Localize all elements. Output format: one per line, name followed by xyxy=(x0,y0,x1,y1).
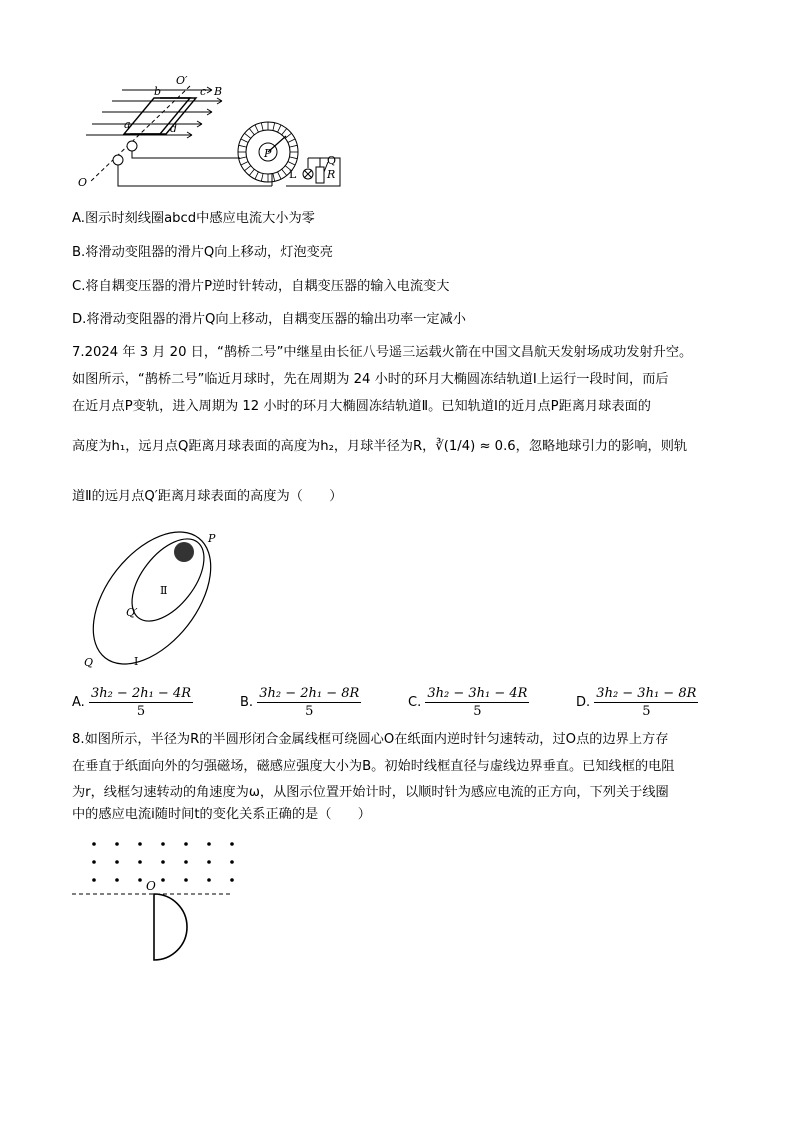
q6-option-c: C.将自耦变压器的滑片P逆时针转动，自耦变压器的输入电流变大 xyxy=(72,279,450,294)
semicircle-field-figure xyxy=(72,832,234,964)
coil-turn xyxy=(285,133,291,138)
label-L: L xyxy=(289,168,297,181)
field-dot xyxy=(138,860,142,864)
coil-turn xyxy=(261,173,263,181)
field-dot xyxy=(184,842,188,846)
q8-stem-line-3: 为r，线框匀速转动的角速度为ω，从图示位置开始计时，以顺时针为感应电流的正方向，下列关于线圈 xyxy=(72,785,669,800)
coil-turn xyxy=(249,169,254,175)
field-dot xyxy=(92,842,96,846)
field-dot xyxy=(207,878,211,882)
option-label: B. xyxy=(240,695,254,710)
q7-stem-line-5: 道Ⅱ的远月点Q′距离月球表面的高度为（ ） xyxy=(72,489,343,504)
q8-stem-line-2: 在垂直于纸面向外的匀强磁场，磁感应强度大小为B。初始时线框直径与虚线边界垂直。已知线框的电阻 xyxy=(72,759,675,774)
field-dot xyxy=(230,878,234,882)
coil-turn xyxy=(241,139,248,142)
q7-option-b xyxy=(240,685,361,720)
coil-abcd xyxy=(124,98,196,134)
coil-turn xyxy=(239,145,247,147)
denominator: 5 xyxy=(642,704,651,719)
field-dot xyxy=(207,842,211,846)
coil-turn xyxy=(282,169,287,175)
q7-stem-line-3: 在近月点P变轨，进入周期为 12 小时的环月大椭圆冻结轨道Ⅱ。已知轨道Ⅰ的近月点P距离月球表面的 xyxy=(72,399,651,414)
orbit-I xyxy=(80,528,230,673)
field-dot xyxy=(138,878,142,882)
field-dot xyxy=(92,860,96,864)
coil-turn xyxy=(278,172,281,179)
coil-turn xyxy=(289,157,297,159)
numerator: 3h₂ − 2h₁ − 4R xyxy=(90,686,192,701)
field-dot xyxy=(207,860,211,864)
field-dot xyxy=(161,878,165,882)
field-dots xyxy=(92,842,234,882)
numerator: 3h₂ − 3h₁ − 4R xyxy=(427,686,528,701)
field-dot xyxy=(92,878,96,882)
field-dot xyxy=(161,842,165,846)
coil-turn xyxy=(273,123,275,131)
coil-turn xyxy=(278,125,281,132)
generator-transformer-figure xyxy=(72,74,362,194)
numerator: 3h₂ − 3h₁ − 8R xyxy=(596,686,697,701)
q7-stem-line-2: 如图所示，“鹊桥二号”临近月球时，先在周期为 24 小时的环月大椭圆冻结轨道Ⅰ上运行一段时间，而后 xyxy=(72,372,669,387)
slip-ring-2 xyxy=(127,141,137,151)
label-b: b xyxy=(154,85,162,98)
field-dot xyxy=(184,860,188,864)
q7-stem-line-4: 高度为h₁，远月点Q距离月球表面的高度为h₂，月球半径为R，∛(1/4) ≈ 0.6，忽略地球引力的影响，则轨 xyxy=(72,439,688,454)
coil-turn xyxy=(245,133,251,138)
coil-turn xyxy=(249,129,254,135)
field-dot xyxy=(230,860,234,864)
coil-turn xyxy=(282,129,287,135)
q8-stem-line-4: 中的感应电流i随时间t的变化关系正确的是（ ） xyxy=(72,807,371,822)
label-orbit-I: Ⅰ xyxy=(134,655,139,668)
label-P: P xyxy=(264,147,272,160)
label-c: c xyxy=(200,85,207,98)
option-label: C. xyxy=(408,695,422,710)
label-B: B xyxy=(214,85,223,98)
q7-option-c xyxy=(408,685,529,720)
option-label: D. xyxy=(576,695,591,710)
label-P: P xyxy=(208,532,216,545)
q6-option-d: D.将滑动变阻器的滑片Q向上移动，自耦变压器的输出功率一定减小 xyxy=(72,312,466,327)
coil-turn xyxy=(241,162,248,165)
field-dot xyxy=(138,842,142,846)
slip-ring-1 xyxy=(113,155,123,165)
label-O: O xyxy=(78,176,88,189)
numerator: 3h₂ − 2h₁ − 8R xyxy=(259,686,360,701)
denominator: 5 xyxy=(305,704,314,719)
label-a: a xyxy=(124,118,131,131)
label-O: O xyxy=(146,879,156,893)
field-dot xyxy=(115,860,119,864)
label-d: d xyxy=(170,122,178,135)
coil-turn xyxy=(288,139,295,142)
q6-option-a: A.图示时刻线圈abcd中感应电流大小为零 xyxy=(72,211,315,226)
label-R: R xyxy=(327,168,336,181)
q7-stem-line-1: 7.2024 年 3 月 20 日，“鹊桥二号”中继星由长征八号遥三运载火箭在中国文昌航天发射场成功发射升空。 xyxy=(72,345,693,360)
coil-turn xyxy=(255,172,258,179)
q7-option-d xyxy=(576,685,698,720)
coil-turn xyxy=(289,145,297,147)
q7-option-a xyxy=(72,685,193,720)
field-dot xyxy=(115,842,119,846)
coil-turn xyxy=(261,123,263,131)
option-label: A. xyxy=(72,695,85,710)
denominator: 5 xyxy=(473,704,482,719)
label-Q: Q xyxy=(84,656,94,669)
field-dot xyxy=(115,878,119,882)
q8-stem-line-1: 8.如图所示，半径为R的半圆形闭合金属线框可绕圆心O在纸面内逆时针匀速转动，过O点的边界上方存 xyxy=(72,732,669,747)
label-orbit-II: Ⅱ xyxy=(160,584,168,597)
moon xyxy=(174,542,194,562)
coil-turn xyxy=(273,173,275,181)
q6-option-b: B.将滑动变阻器的滑片Q向上移动，灯泡变亮 xyxy=(72,245,333,260)
denominator: 5 xyxy=(136,704,146,719)
coil-turn xyxy=(255,125,258,132)
coil-turn xyxy=(245,166,251,171)
circuit-wires xyxy=(118,151,340,186)
label-Q: Q xyxy=(327,154,337,167)
label-Q-prime: Q′ xyxy=(126,606,138,619)
label-O-prime: O′ xyxy=(176,74,188,87)
field-dot xyxy=(184,878,188,882)
lamp-L xyxy=(303,169,313,179)
coil-turn xyxy=(288,162,295,165)
field-dot xyxy=(161,860,165,864)
resistor-R xyxy=(316,167,324,183)
field-dot xyxy=(230,842,234,846)
orbit-figure xyxy=(80,528,230,673)
semicircle-frame xyxy=(154,894,187,960)
